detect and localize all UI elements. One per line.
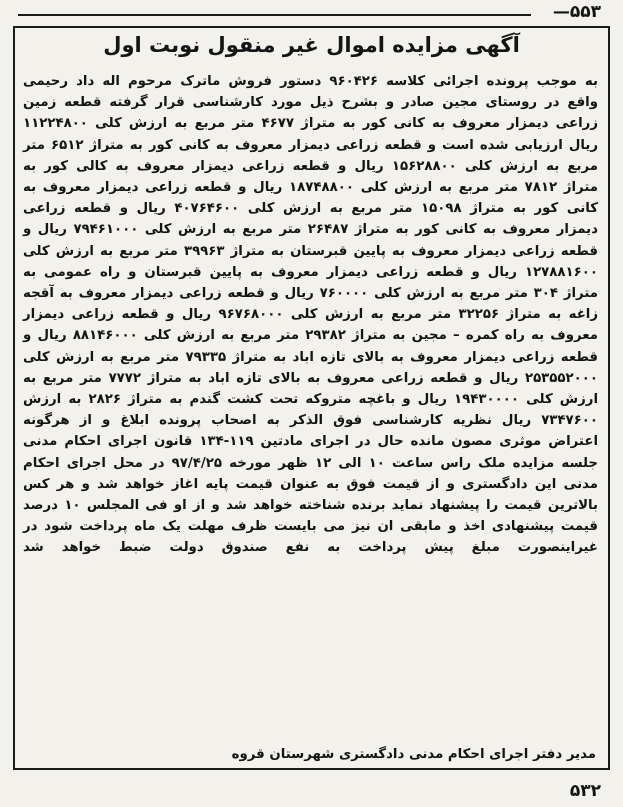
bottom-number: ۵۳۲ (569, 781, 601, 801)
top-page-number: ۵۵۳— (552, 2, 601, 22)
notice-signature: مدیر دفتر اجرای احکام مدنی دادگستری شهرستان قروه (231, 747, 596, 762)
notice-box (13, 26, 610, 770)
top-divider (18, 14, 531, 16)
notice-body: به موجب پرونده اجرائی کلاسه ۹۶۰۴۲۶ دستور فروش ماترک مرحوم اله داد رحیمی واقع در روستای مجین صادر و بشرح ذیل مورد کارشناسی قرار گرفته قطعه زمین زراعی دیمزار معروف به کانی کور به متراژ ۴۶۷۷ متر مربع به ارزش کلی ۱۱۲۲۴۸۰۰ ریال ارزیابی شده است و قطعه زراعی دیمزار معروف به کانی کور به متراژ ۶۵۱۲ متر مربع به ارزش کلی ۱۵۶۲۸۸۰۰ ریال و قطعه زراعی دیمزار معروف به کالی کور به متراژ ۷۸۱۲ متر مربع به ارزش کلی ۱۸۷۴۸۸۰۰ ریال و قطعه زراعی دیمزار معروف به کانی کور به متراژ ۱۵۰۹۸ متر مربع به ارزش کلی ۴۰۷۶۴۶۰۰ ریال و قطعه زراعی دیمزار معروف به کانی کور به متراژ ۲۶۴۸۷ متر مربع به ارزش کلی ۷۹۴۶۱۰۰۰ ریال و قطعه زراعی دیمزار معروف به پایین قبرستان به متراژ ۳۹۹۶۳ متر مربع به ارزش کلی ۱۲۷۸۸۱۶۰۰ ریال و قطعه زراعی دیمزار معروف به پایین قبرستان و راه عمومی به متراژ ۳۰۴ متر مربع به ارزش کلی ۷۶۰۰۰۰ ریال و قطعه زراعی دیمزار معروف به آقجه زاغه به متراژ ۳۲۲۵۶ متر مربع به ارزش کلی ۹۶۷۶۸۰۰۰ ریال و قطعه زراعی دیمزار معروف به راه کمره – مجین به متراژ ۲۹۳۸۲ متر مربع به ارزش کلی ۸۸۱۴۶۰۰۰ ریال و قطعه زراعی دیمزار معروف به بالای تازه اباد به متراژ ۷۹۳۳۵ متر مربع به ارزش کلی ۲۵۳۵۵۲۰۰۰ ریال و قطعه زراعی معروف به بالای تازه اباد به متراژ ۷۷۷۲ متر مربع به ارزش کلی ۱۹۴۳۰۰۰۰ ریال و باغچه متروکه تحت کشت گندم به متراژ ۲۸۲۶ به ارزش ۷۳۴۷۶۰۰ ریال نظریه کارشناسی فوق الذکر به اصحاب پرونده ابلاغ و از هرگونه اعتراض موثری مصون مانده حال در اجرای مادتین ۱۱۹-۱۳۴ قانون اجرای احکام مدنی جلسه مزایده ملک راس ساعت ۱۰ الی ۱۲ ظهر مورخه ۹۷/۴/۲۵ در محل اجرای احکام مدنی این دادگستری و از قیمت فوق به عنوان قیمت پایه اغاز خواهد شد و هر کس بالاترین قیمت را پیشنهاد نماید برنده شناخته خواهد شد و از او فی المجلس ۱۰ درصد قیمت پیشنهادی اخذ و مابقی ان نیز می بایست ظرف مهلت یک ماه پرداخت شود در غیراینصورت مبلغ پیش پرداخت به نفع صندوق دولت ضبط خواهد شد (23, 74, 599, 556)
notice-title: آگهی مزایده اموال غیر منقول نوبت اول (103, 33, 520, 57)
